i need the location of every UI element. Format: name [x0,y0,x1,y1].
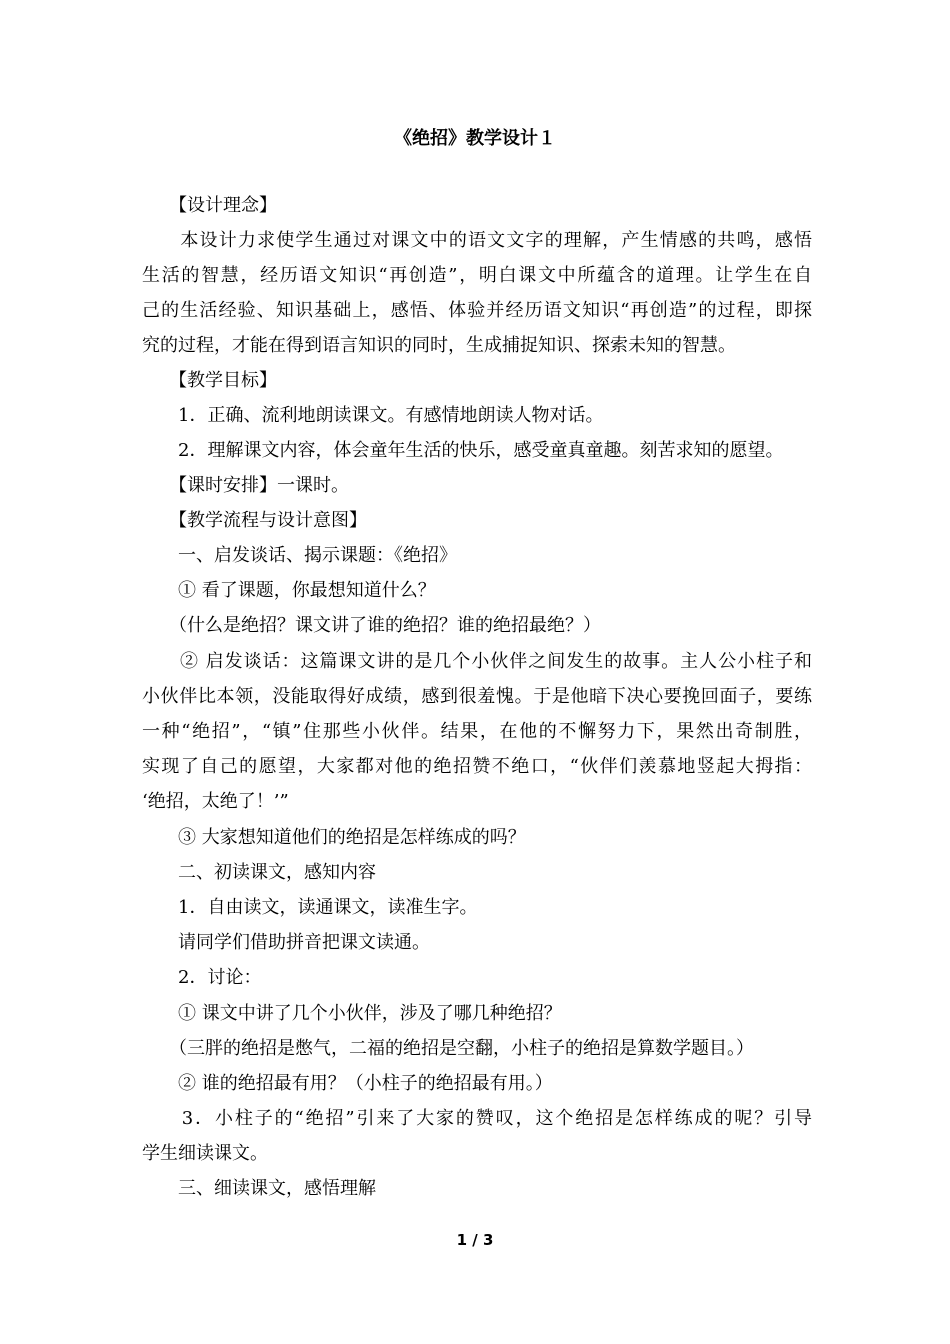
text-line: ③ 大家想知道他们的绝招是怎样练成的吗？ [142,827,526,848]
text-line: 本设计力求使学生通过对课文中的语文文字的理解，产生情感的共鸣，感悟 [142,230,812,251]
text-line: 二、初读课文，感知内容 [142,862,376,883]
text-line: 【教学目标】 [142,370,277,391]
text-line: ‘绝招，太绝了！’” [142,791,289,812]
text-line: 一、启发谈话、揭示课题：《绝招》 [142,545,457,566]
text-line: 【课时安排】一课时。 [142,475,349,496]
text-line: 【设计理念】 [142,195,277,216]
text-line: 学生细读课文。 [142,1143,268,1164]
text-line: 一种“绝招”，“镇”住那些小伙伴。结果，在他的不懈努力下，果然出奇制胜， [142,721,812,742]
text-line: 请同学们借助拼音把课文读通。 [142,932,430,953]
text-line: 生活的智慧，经历语文知识“再创造”，明白课文中所蕴含的道理。让学生在自 [142,265,812,286]
text-line: 小伙伴比本领，没能取得好成绩，感到很羞愧。于是他暗下决心要挽回面子，要练 [142,686,812,707]
text-line: 三、细读课文，感悟理解 [142,1178,376,1199]
document-title: 《绝招》教学设计１ [394,128,556,149]
text-line: 2．理解课文内容，体会童年生活的快乐，感受童真童趣。刻苦求知的愿望。 [142,440,784,461]
text-line: 实现了自己的愿望，大家都对他的绝招赞不绝口，“伙伴们羡慕地竖起大拇指： [142,756,812,777]
text-line: 【教学流程与设计意图】 [142,510,367,531]
text-line: 2．讨论： [142,967,262,988]
page-number: 1 / 3 [456,1231,494,1249]
text-line: ② 启发谈话：这篇课文讲的是几个小伙伴之间发生的故事。主人公小柱子和 [142,651,812,672]
text-line: 究的过程，才能在得到语言知识的同时，生成捕捉知识、探索未知的智慧。 [142,335,736,356]
text-line: 1．自由读文，读通课文，读准生字。 [142,897,478,918]
text-line: （三胖的绝招是憋气，二福的绝招是空翻，小柱子的绝招是算数学题目。） [142,1038,754,1059]
text-line: ① 看了课题，你最想知道什么？ [142,580,436,601]
text-line: （什么是绝招？课文讲了谁的绝招？谁的绝招最绝？） [142,615,601,636]
text-line: 3．小柱子的“绝招”引来了大家的赞叹，这个绝招是怎样练成的呢？引导 [142,1108,812,1129]
text-line: 1．正确、流利地朗读课文。有感情地朗读人物对话。 [142,405,604,426]
text-line: ① 课文中讲了几个小伙伴，涉及了哪几种绝招？ [142,1003,562,1024]
text-line: ② 谁的绝招最有用？（小柱子的绝招最有用。） [142,1073,553,1094]
text-line: 己的生活经验、知识基础上，感悟、体验并经历语文知识“再创造”的过程，即探 [142,300,812,321]
